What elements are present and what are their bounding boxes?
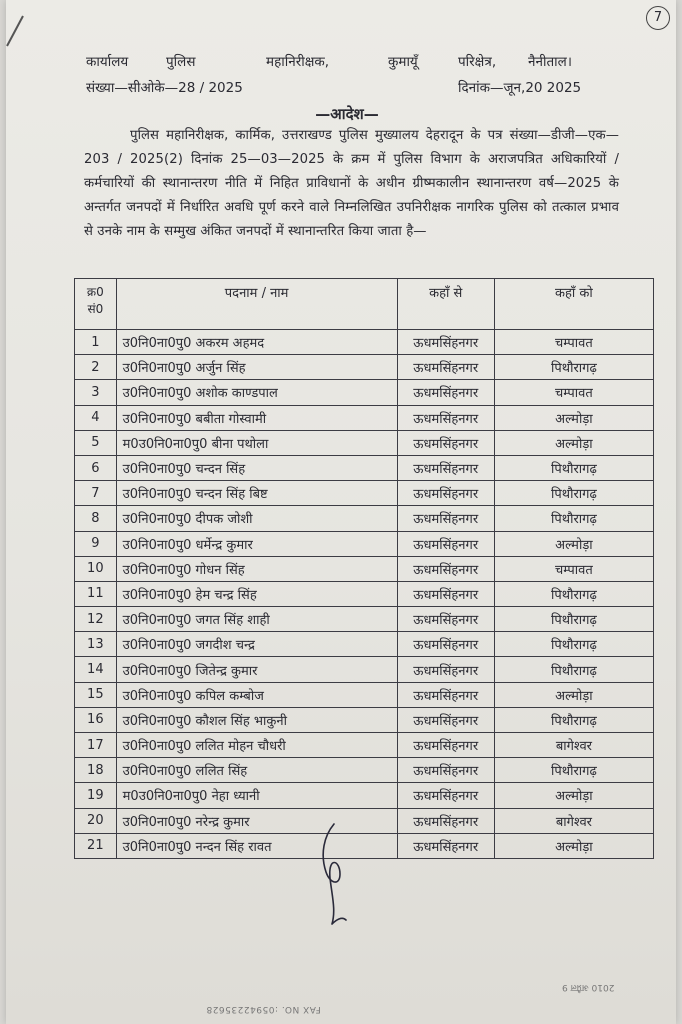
header-office-word-6: नैनीताल।	[528, 54, 572, 70]
row-to: बागेश्वर	[494, 733, 653, 758]
row-from: ऊधमसिंहनगर	[397, 783, 494, 808]
row-serial: 1	[75, 330, 117, 355]
row-serial: 17	[75, 733, 117, 758]
row-name: उ0नि0ना0पु0 अर्जुन सिंह	[116, 355, 397, 380]
row-from: ऊधमसिंहनगर	[397, 808, 494, 833]
row-serial: 9	[75, 531, 117, 556]
table-row	[75, 657, 654, 682]
header-office-word-3: महानिरीक्षक,	[266, 54, 330, 70]
table-row	[75, 607, 654, 632]
row-serial: 20	[75, 808, 117, 833]
row-name: उ0नि0ना0पु0 ललित सिंह	[116, 758, 397, 783]
row-to: पिथौरागढ़	[494, 481, 653, 506]
row-from: ऊधमसिंहनगर	[397, 758, 494, 783]
row-from: ऊधमसिंहनगर	[397, 531, 494, 556]
row-serial: 18	[75, 758, 117, 783]
row-name: म0उ0नि0ना0पु0 नेहा ध्यानी	[116, 783, 397, 808]
header-office-word-5: परिक्षेत्र,	[458, 54, 497, 70]
row-to: पिथौरागढ़	[494, 455, 653, 480]
table-row	[75, 531, 654, 556]
row-name: उ0नि0ना0पु0 चन्दन सिंह बिष्ट	[116, 481, 397, 506]
row-from: ऊधमसिंहनगर	[397, 632, 494, 657]
header-office-word-1: कार्यालय	[86, 54, 129, 70]
table-row	[75, 405, 654, 430]
row-from: ऊधमसिंहनगर	[397, 481, 494, 506]
row-from: ऊधमसिंहनगर	[397, 430, 494, 455]
row-from: ऊधमसिंहनगर	[397, 833, 494, 858]
row-name: उ0नि0ना0पु0 कौशल सिंह भाकुनी	[116, 707, 397, 732]
row-name: उ0नि0ना0पु0 ललित मोहन चौधरी	[116, 733, 397, 758]
table-row	[75, 758, 654, 783]
row-to: अल्मोड़ा	[494, 531, 653, 556]
header-designation-name: पदनाम / नाम	[116, 279, 397, 330]
table-row	[75, 481, 654, 506]
table-row	[75, 430, 654, 455]
row-serial: 8	[75, 506, 117, 531]
footer-right-text: 2010 अप्रैल 9	[562, 982, 615, 992]
table-row	[75, 581, 654, 606]
row-serial: 3	[75, 380, 117, 405]
row-serial: 14	[75, 657, 117, 682]
row-serial: 15	[75, 682, 117, 707]
table-row	[75, 355, 654, 380]
row-serial: 2	[75, 355, 117, 380]
row-from: ऊधमसिंहनगर	[397, 355, 494, 380]
page-number-circle	[646, 6, 670, 30]
row-to: अल्मोड़ा	[494, 833, 653, 858]
header-serial-number: क्र0 सं0	[75, 279, 117, 330]
page-number: 7	[653, 10, 663, 25]
row-from: ऊधमसिंहनगर	[397, 556, 494, 581]
row-to: अल्मोड़ा	[494, 405, 653, 430]
row-name: उ0नि0ना0पु0 नन्दन सिंह रावत	[116, 833, 397, 858]
fax-footer-text: FAX NO. :05942235628	[206, 1004, 321, 1014]
row-to: पिथौरागढ़	[494, 355, 653, 380]
row-to: अल्मोड़ा	[494, 783, 653, 808]
table-row	[75, 733, 654, 758]
row-from: ऊधमसिंहनगर	[397, 581, 494, 606]
table-row	[75, 455, 654, 480]
header-office-word-2: पुलिस	[166, 54, 196, 70]
row-serial: 4	[75, 405, 117, 430]
row-name: उ0नि0ना0पु0 चन्दन सिंह	[116, 455, 397, 480]
row-serial: 11	[75, 581, 117, 606]
pen-slash-mark	[6, 16, 24, 47]
table-row	[75, 330, 654, 355]
row-to: चम्पावत	[494, 330, 653, 355]
row-serial: 7	[75, 481, 117, 506]
table-row	[75, 380, 654, 405]
document-date: दिनांक—जून,20 2025	[458, 80, 582, 96]
table-row	[75, 707, 654, 732]
row-to: पिथौरागढ़	[494, 581, 653, 606]
table-row	[75, 632, 654, 657]
table-row	[75, 682, 654, 707]
row-from: ऊधमसिंहनगर	[397, 733, 494, 758]
row-name: उ0नि0ना0पु0 जितेन्द्र कुमार	[116, 657, 397, 682]
row-from: ऊधमसिंहनगर	[397, 330, 494, 355]
row-name: उ0नि0ना0पु0 कपिल कम्बोज	[116, 682, 397, 707]
row-to: अल्मोड़ा	[494, 682, 653, 707]
row-name: उ0नि0ना0पु0 अकरम अहमद	[116, 330, 397, 355]
row-to: चम्पावत	[494, 380, 653, 405]
row-name: उ0नि0ना0पु0 जगदीश चन्द्र	[116, 632, 397, 657]
row-serial: 16	[75, 707, 117, 732]
row-serial: 21	[75, 833, 117, 858]
table-header-row	[75, 279, 654, 330]
row-serial: 19	[75, 783, 117, 808]
row-name: उ0नि0ना0पु0 अशोक काण्डपाल	[116, 380, 397, 405]
row-to: पिथौरागढ़	[494, 607, 653, 632]
row-to: पिथौरागढ़	[494, 632, 653, 657]
row-to: बागेश्वर	[494, 808, 653, 833]
row-serial: 6	[75, 455, 117, 480]
header-from: कहाँ से	[397, 279, 494, 330]
row-from: ऊधमसिंहनगर	[397, 657, 494, 682]
row-from: ऊधमसिंहनगर	[397, 607, 494, 632]
order-body-text: पुलिस महानिरीक्षक, कार्मिक, उत्तराखण्ड पुलिस मुख्यालय देहरादून के पत्र संख्या—डीजी—एक—203 / 2025(2) दिनांक 25—03—2025 के क्रम में पुलिस विभाग के अराजपत्रित अधिकारियों / कर्मचारियों की स्थानान्तरण नीति में निहित प्राविधानों के अधीन ग्रीष्मकालीन स्थानान्तरण वर्ष—2025 के अन्तर्गत जनपदों में निर्धारित अवधि पूर्ण करने वाले निम्नलिखित उपनिरीक्षक नागरिक पुलिस को तत्काल प्रभाव से उनके नाम के सम्मुख अंकित जनपदों में स्थानान्तरित किया जाता है—	[84, 128, 619, 239]
row-to: अल्मोड़ा	[494, 430, 653, 455]
header-to: कहाँ को	[494, 279, 653, 330]
row-serial: 5	[75, 430, 117, 455]
row-serial: 13	[75, 632, 117, 657]
row-name: म0उ0नि0ना0पु0 बीना पथोला	[116, 430, 397, 455]
row-from: ऊधमसिंहनगर	[397, 707, 494, 732]
row-from: ऊधमसिंहनगर	[397, 455, 494, 480]
reference-number: संख्या—सीओके—28 / 2025	[86, 80, 243, 96]
row-name: उ0नि0ना0पु0 धर्मेन्द्र कुमार	[116, 531, 397, 556]
row-serial: 10	[75, 556, 117, 581]
row-to: पिथौरागढ़	[494, 707, 653, 732]
row-name: उ0नि0ना0पु0 गोधन सिंह	[116, 556, 397, 581]
row-name: उ0नि0ना0पु0 दीपक जोशी	[116, 506, 397, 531]
header-office-word-4: कुमायूँ	[388, 54, 418, 70]
row-to: पिथौरागढ़	[494, 657, 653, 682]
table-row	[75, 506, 654, 531]
document-page	[6, 0, 676, 1024]
transfer-table	[74, 278, 654, 859]
row-from: ऊधमसिंहनगर	[397, 506, 494, 531]
signature-scribble	[306, 820, 366, 930]
row-serial: 12	[75, 607, 117, 632]
row-name: उ0नि0ना0पु0 जगत सिंह शाही	[116, 607, 397, 632]
row-from: ऊधमसिंहनगर	[397, 682, 494, 707]
row-to: पिथौरागढ़	[494, 758, 653, 783]
row-name: उ0नि0ना0पु0 नरेन्द्र कुमार	[116, 808, 397, 833]
row-from: ऊधमसिंहनगर	[397, 380, 494, 405]
table-row	[75, 783, 654, 808]
row-name: उ0नि0ना0पु0 हेम चन्द्र सिंह	[116, 581, 397, 606]
row-to: चम्पावत	[494, 556, 653, 581]
table-row	[75, 556, 654, 581]
row-name: उ0नि0ना0पु0 बबीता गोस्वामी	[116, 405, 397, 430]
row-from: ऊधमसिंहनगर	[397, 405, 494, 430]
order-title: —आदेश—	[315, 105, 379, 123]
row-to: पिथौरागढ़	[494, 506, 653, 531]
